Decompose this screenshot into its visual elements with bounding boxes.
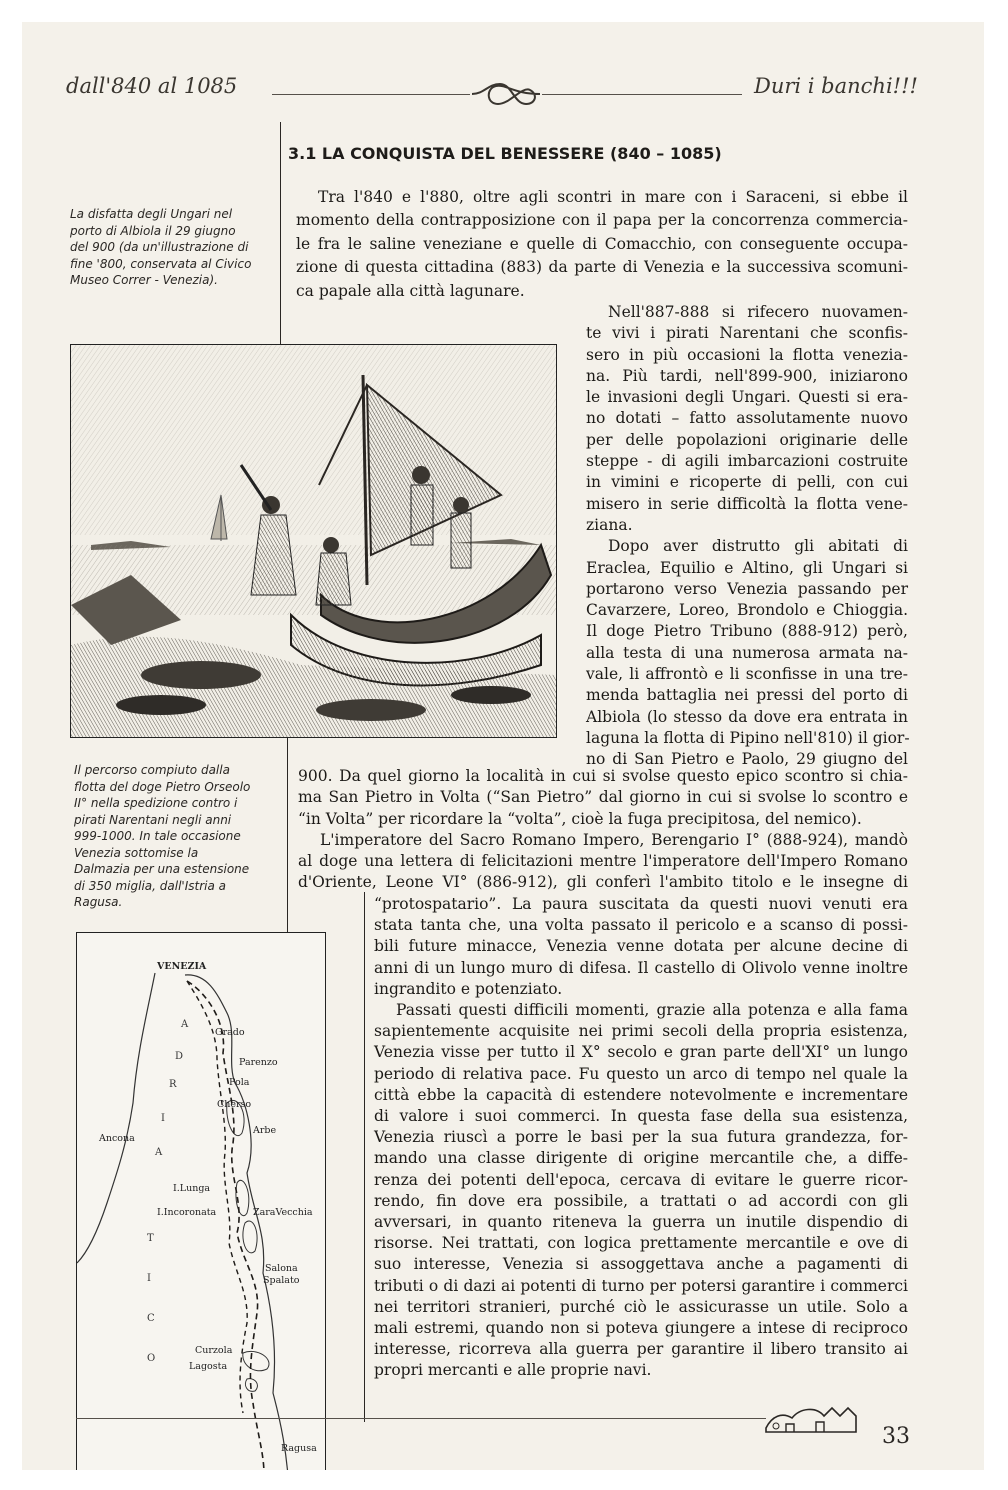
map-label-salona: Salona (265, 1263, 298, 1274)
footer-rule (76, 1418, 766, 1419)
sea-letter: R (169, 1079, 177, 1090)
knot-ornament-icon (470, 80, 542, 110)
map-label-lagosta: Lagosta (189, 1361, 228, 1372)
map-label-spalato: Spalato (263, 1275, 300, 1286)
sea-letter: O (147, 1353, 156, 1364)
island-incoronata (243, 1221, 257, 1253)
running-header-left: dall'840 al 1085 (66, 74, 238, 98)
intro-paragraph: Tra l'840 e l'880, oltre agli scontri in mare con i Saraceni, si ebbe il momento della contrapposizione con il papa per la concorrenza commercia- le fra le saline veneziane e quelle di Comacchio, con conseguente occupa- zione di questa cittadina (883) da parte di Venezia e la successiva scomuni- ca papale alla città lagunare. (296, 188, 908, 300)
sea-letter: A (181, 1019, 189, 1030)
figure-caption: La disfatta degli Ungari nel porto di Albiola il 29 giugno del 900 (da un'illustrazione di fine '800, conservata al Civico Museo Correr - Venezia). (70, 207, 252, 287)
battle-illustration (70, 344, 557, 738)
italian-coastline (77, 973, 155, 1263)
running-header-right: Duri i banchi!!! (754, 74, 918, 98)
lower-text: “protospatario”. La paura suscitata da questi nuovi venuti era stata tanta che, una volta passato il pericolo e a scanso di possi- bili future minacce, Venezia venne dotata per alcune decine di anni di un lungo muro di difesa. Il castello di Olivolo venne inoltre ingrandito e potenziato. Passati questi difficili momenti, grazie alla potenza e alla fama sapientemente acquisite nei primi secoli della propria esistenza, Venezia visse per tutto il X° secolo e gran parte dell'XI° un lungo periodo di relativa pace. Fu questo un arco di tempo nel quale la città ebbe la capacità di estendere notevolmente e incrementare di valore i suoi commerci. In questa fase della sua esistenza, Venezia riuscì a porre le basi per la sua futura grandezza, for- mando una classe dirigente di origine mercantile che, a diffe- renza dei potenti dell'epoca, cercava di evitare le guerre ricor- rendo, fin dove era possibile, a trattati o ad accordi con gli avversari, in quanto riteneva la guerra un inutile dispendio di risorse. Nei trattati, con logica prettamente mercantile e ove di suo interesse, Venezia si assoggettava anche a pagamenti di tributi o di dazi ai potenti di turno per potersi garantire i commerci nei territori stranieri, purché ciò le assicurasse un utile. Solo a mali estremi, quando non si poteva giungere a intese di reciproco interesse, ricorreva alla guerra per garantire il libero transito ai propri mercanti e alle proprie navi. (374, 895, 908, 1380)
sea-letter: A (155, 1147, 163, 1158)
map-label-cherso: Cherso (217, 1099, 252, 1110)
header-rule-right (542, 94, 742, 95)
sea-letter: I (161, 1113, 165, 1124)
map-label-pola: Pola (229, 1077, 250, 1088)
map-label-incoronata: I.Incoronata (157, 1207, 217, 1218)
page-number: 33 (882, 1424, 910, 1449)
castle-ornament-icon (762, 1398, 872, 1438)
middle-text: 900. Da quel giorno la località in cui si svolse questo epico scontro si chia- ma San Pietro in Volta (“San Pietro” dal giorno in cui si svolse lo scontro e “in Volta” per ricordare la “volta”, cioè la fuga precipitosa, del nemico). L'imperatore del Sacro Romano Impero, Berengario I° (888-924), mandò al doge una lettera di felicitazioni mentre l'imperatore dell'Impero Romano d'Oriente, Leone VI° (886-912), gli conferì l'ambito titolo e le insegne di (298, 767, 908, 892)
header-rule-left (272, 94, 470, 95)
map-label-parenzo: Parenzo (239, 1057, 278, 1068)
column-divider-bottom (364, 892, 365, 1422)
map-label-arbe: Arbe (253, 1125, 277, 1136)
map-label-ancona: Ancona (99, 1133, 135, 1144)
map-label-ragusa: Ragusa (281, 1443, 317, 1454)
book-page (22, 22, 984, 1470)
dalmatian-coastline (185, 975, 289, 1470)
island-curzola (243, 1351, 269, 1370)
map-label-curzola: Curzola (195, 1345, 233, 1356)
column-divider-top (280, 122, 281, 347)
map-label-zara: ZaraVecchia (253, 1207, 313, 1218)
section-title: 3.1 LA CONQUISTA DEL BENESSERE (840 – 1085) (288, 144, 722, 163)
map-label-venezia: VENEZIA (157, 961, 207, 972)
map-label-grado: Grado (215, 1027, 245, 1038)
right-column-text: Nell'887-888 si rifecero nuovamen- te vivi i pirati Narentani che sconfis- sero in più occasioni la flotta venezia- na. Più tardi, nell'899-900, iniziarono le invasioni degli Ungari. Questi si era- no dotati – fatto assolutamente nuovo per delle popolazioni originarie delle steppe - di agili imbarcazioni costruite in vimini e ricoperte di pelli, con cui misero in serie difficoltà la flotta vene- ziana. Dopo aver distrutto gli abitati di Eraclea, Equilio e Altino, gli Ungari si portarono verso Venezia passando per Cavarzere, Loreo, Brondolo e Chioggia. Il doge Pietro Tribuno (888-912) però, alla testa di una numerosa armata na- vale, li affrontò e li sconfisse in una tre- menda battaglia nei pressi del porto di Albiola (lo stesso da dove era entrata in laguna la flotta di Pipino nell'810) il gior- no di San Pietro e Paolo, 29 giugno del (586, 303, 910, 769)
sea-letter: I (147, 1273, 151, 1284)
adriatic-map (76, 932, 326, 1470)
fleet-route-outbound (187, 981, 264, 1470)
sea-letter: T (147, 1233, 154, 1244)
engraving-image (71, 345, 556, 737)
sea-letter: D (175, 1051, 184, 1062)
column-divider-middle (287, 738, 288, 934)
map-label-lunga: I.Lunga (173, 1183, 211, 1194)
sea-letter: C (147, 1313, 155, 1324)
map-caption: Il percorso compiuto dalla flotta del doge Pietro Orseolo II° nella spedizione contro i pirati Narentani negli anni 999-1000. In tale occasione Venezia sottomise la Dalmazia per una estensione di 350 miglia, dall'Istria a Ragusa. (74, 763, 251, 909)
map-drawing (77, 933, 325, 1470)
